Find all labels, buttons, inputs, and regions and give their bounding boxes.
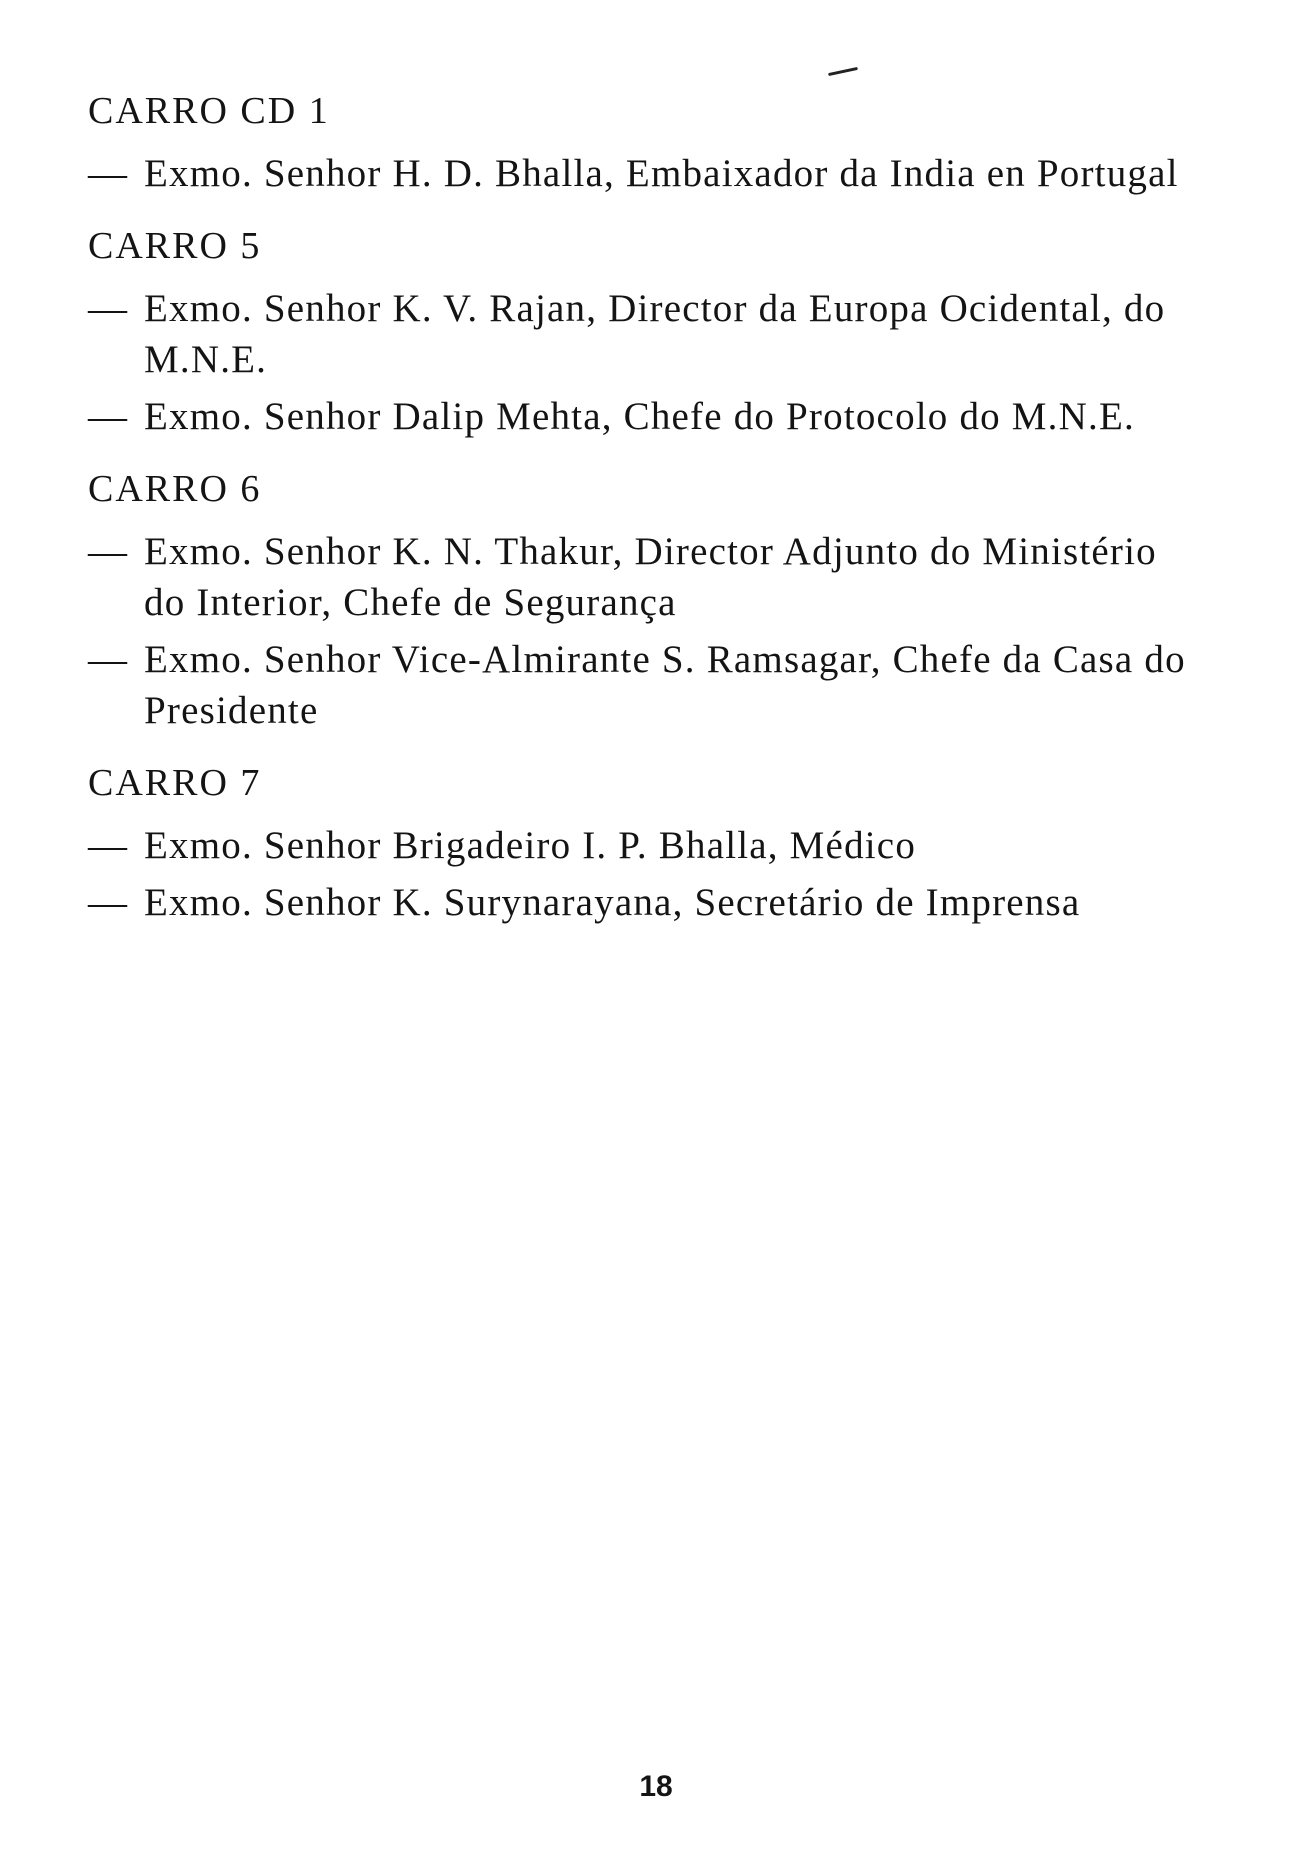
entry-text: Exmo. Senhor K. N. Thakur, Director Adjunto do Ministério do Interior, Chefe de Segurança xyxy=(144,530,1157,624)
section-title: CARRO CD 1 xyxy=(88,90,330,132)
page-number: 18 xyxy=(639,1770,673,1803)
section-title: CARRO 7 xyxy=(88,762,262,804)
list-item xyxy=(88,526,1208,628)
entry-text: Exmo. Senhor H. D. Bhalla, Embaixador da India en Portugal xyxy=(144,152,1179,195)
list-item xyxy=(88,820,1208,871)
section-carro-7 xyxy=(88,756,1208,928)
list-item xyxy=(88,634,1208,736)
dash-marker: — xyxy=(88,287,129,330)
list-item xyxy=(88,283,1208,385)
list-item xyxy=(88,877,1208,928)
section-carro-6 xyxy=(88,462,1208,736)
entry-text: Exmo. Senhor Dalip Mehta, Chefe do Protocolo do M.N.E. xyxy=(144,395,1135,438)
dash-marker: — xyxy=(88,881,129,924)
entry-text: Exmo. Senhor Brigadeiro I. P. Bhalla, Médico xyxy=(144,824,917,867)
stray-ink-mark xyxy=(828,67,858,76)
car-assignment-list xyxy=(88,84,1208,948)
list-item xyxy=(88,391,1208,442)
section-title: CARRO 5 xyxy=(88,225,262,267)
dash-marker: — xyxy=(88,395,129,438)
dash-marker: — xyxy=(88,530,129,573)
dash-marker: — xyxy=(88,638,129,681)
list-item xyxy=(88,148,1208,199)
entry-text: Exmo. Senhor Vice-Almirante S. Ramsagar, Chefe da Casa do Presidente xyxy=(144,638,1186,732)
section-title: CARRO 6 xyxy=(88,468,262,510)
dash-marker: — xyxy=(88,152,129,195)
entry-text: Exmo. Senhor K. Surynarayana, Secretário de Imprensa xyxy=(144,881,1081,924)
entry-text: Exmo. Senhor K. V. Rajan, Director da Europa Ocidental, do M.N.E. xyxy=(144,287,1166,381)
section-carro-5 xyxy=(88,219,1208,442)
section-carro-cd-1 xyxy=(88,84,1208,199)
dash-marker: — xyxy=(88,824,129,867)
